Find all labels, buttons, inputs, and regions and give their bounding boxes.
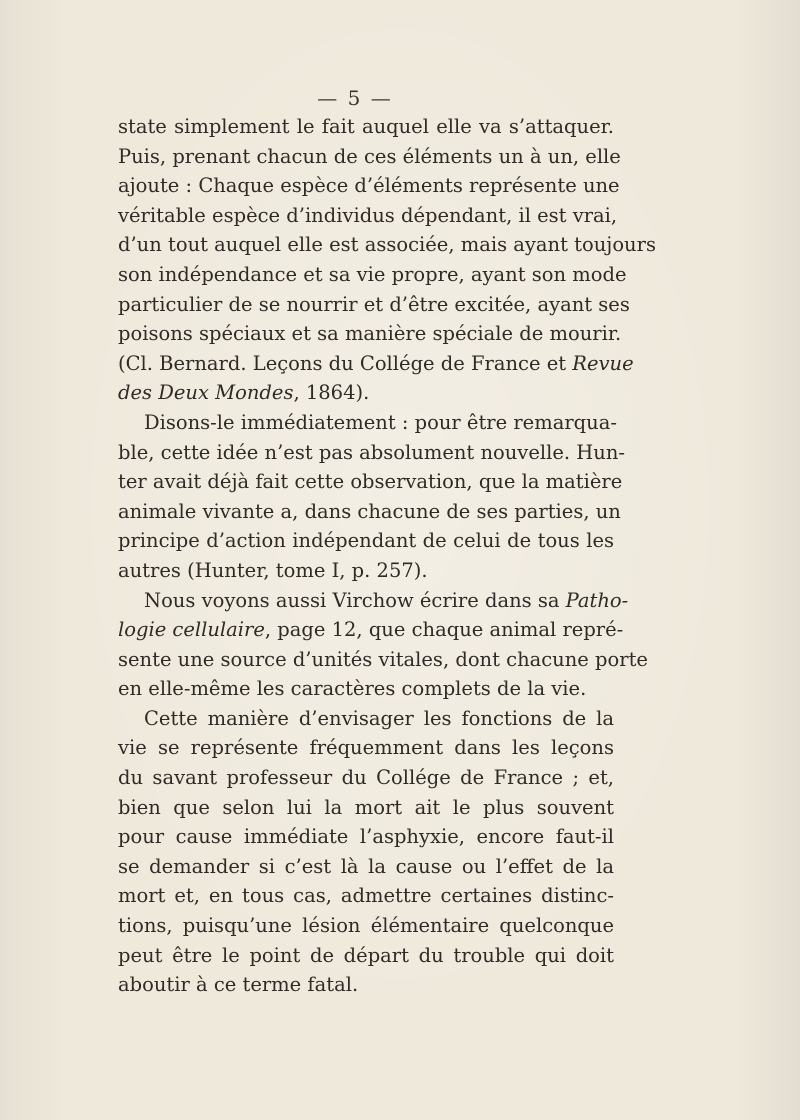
text-segment: ble, cette idée n’est pas absolument nouvelle. Hun- <box>118 440 625 464</box>
text-segment: autres (Hunter, tome I, p. 257). <box>118 558 428 582</box>
text-segment: vie se représente fréquemment dans les leçons <box>118 736 614 760</box>
text-line <box>118 112 614 142</box>
text-line <box>118 438 625 468</box>
text-segment: animale vivante a, dans chacune de ses parties, un <box>118 499 621 523</box>
text-line <box>118 911 614 941</box>
text-line <box>118 704 614 734</box>
text-line <box>118 615 624 645</box>
text-line <box>118 230 656 260</box>
text-line <box>118 260 627 290</box>
text-segment: véritable espèce d’individus dépendant, il est vrai, <box>118 203 618 227</box>
text-segment: state simplement le fait auquel elle va s’attaquer. <box>118 115 614 138</box>
italic-text: Revue <box>572 351 634 375</box>
text-segment: peut être le point de départ du trouble qui doit <box>118 943 614 967</box>
text-line <box>118 497 621 527</box>
italic-text: logie cellulaire <box>118 618 265 642</box>
text-segment: bien que selon lui la mort ait le plus souvent <box>118 795 614 819</box>
text-line <box>118 763 614 793</box>
text-line <box>118 171 620 201</box>
text-segment: aboutir à ce terme fatal. <box>118 973 359 997</box>
text-segment: d’un tout auquel elle est associée, mais ayant toujours <box>118 233 656 257</box>
text-segment: , page 12, que chaque animal repré- <box>264 618 624 642</box>
text-segment: Disons-le immédiatement : pour être remarqua- <box>144 410 617 434</box>
text-line <box>118 349 634 379</box>
text-segment: tions, puisqu’une lésion élémentaire quelconque <box>118 914 614 938</box>
text-segment: ter avait déjà fait cette observation, que la matière <box>118 470 623 494</box>
text-segment: se demander si c’est là la cause ou l’effet de la <box>118 854 614 878</box>
text-line <box>118 881 614 911</box>
text-segment: mort et, en tous cas, admettre certaines distinc- <box>118 884 614 908</box>
text-line <box>118 674 614 704</box>
text-segment: ajoute : Chaque espèce d’éléments représente une <box>118 174 620 198</box>
text-line <box>118 319 622 349</box>
italic-text: Patho- <box>565 588 629 612</box>
text-line <box>118 290 630 320</box>
text-segment: son indépendance et sa vie propre, ayant son mode <box>118 262 627 286</box>
page-number: — 5 — <box>317 86 393 110</box>
text-line <box>118 586 629 616</box>
text-segment: pour cause immédiate l’asphyxie, encore faut-il <box>118 825 614 849</box>
text-line <box>118 970 614 1000</box>
text-line <box>118 408 617 438</box>
text-segment: Nous voyons aussi Virchow écrire dans sa <box>144 588 566 612</box>
text-line <box>118 378 614 408</box>
text-line <box>118 645 648 675</box>
text-segment: (Cl. Bernard. Leçons du Collége de France et <box>118 351 573 375</box>
text-segment: poisons spéciaux et sa manière spéciale de mourir. <box>118 322 622 346</box>
text-line <box>118 852 614 882</box>
text-segment: sente une source d’unités vitales, dont chacune porte <box>118 647 648 671</box>
text-line <box>118 733 614 763</box>
text-segment: , 1864). <box>293 381 370 405</box>
text-segment: Puis, prenant chacun de ces éléments un à un, elle <box>118 144 621 168</box>
text-line <box>118 556 614 586</box>
text-line <box>118 793 614 823</box>
text-line <box>118 941 614 971</box>
text-segment: Cette manière d’envisager les fonctions de la <box>144 706 614 730</box>
text-line <box>118 822 614 852</box>
text-segment: en elle-même les caractères complets de la vie. <box>118 677 587 701</box>
text-line <box>118 467 623 497</box>
text-line <box>118 142 621 172</box>
text-line <box>118 201 618 231</box>
text-segment: du savant professeur du Collége de France ; et, <box>118 766 614 790</box>
italic-text: des Deux Mondes <box>118 381 294 405</box>
text-line <box>118 526 614 556</box>
text-segment: principe d’action indépendant de celui de tous les <box>118 529 614 553</box>
body-text <box>118 112 656 1000</box>
text-segment: particulier de se nourrir et d’être excitée, ayant ses <box>118 292 630 316</box>
